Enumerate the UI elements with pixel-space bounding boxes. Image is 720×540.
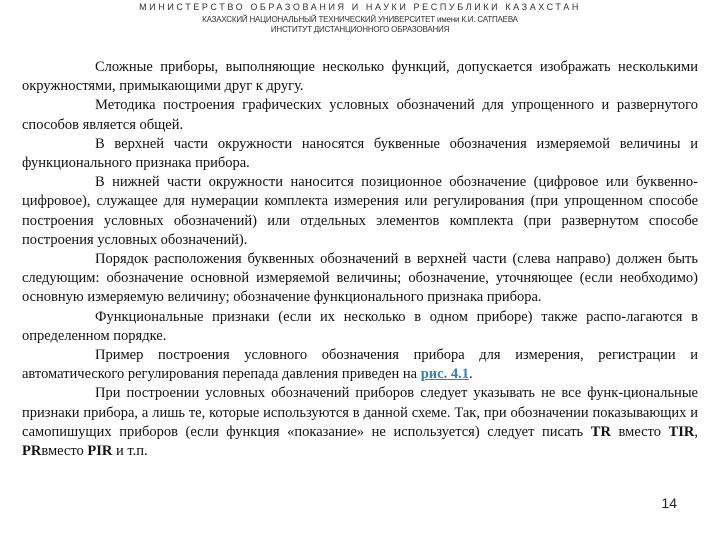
example-paragraph [22,346,698,384]
code-tir: TIR [668,423,695,440]
comma-text: , [694,423,698,440]
document-body [22,58,698,461]
page-number: 14 [661,495,677,511]
paragraph: Методика построения графических условных обозначений для упрощенного и развернутого способов является общей. [22,97,698,133]
university-title: КАЗАХСКИЙ НАЦИОНАЛЬНЫЙ ТЕХНИЧЕСКИЙ УНИВЕРСИТЕТ имени К.И. САТПАЕВА [202,15,518,24]
example-text: Пример построения условного обозначения прибора для измерения, регистрации и автоматического регулирования перепада давления приведен на [22,347,698,383]
last-paragraph [22,384,698,461]
paragraph: Порядок расположения буквенных обозначений в верхней части (слева направо) должен быть следующим: обозначение основной измеряемой величины; обозначение, уточняющее (если необходимо) основную измеряемую величину; обозначение функционального признака прибора. [22,251,698,306]
ministry-title: МИНИСТЕРСТВО ОБРАЗОВАНИЯ И НАУКИ РЕСПУБЛИКИ КАЗАХСТАН [139,2,581,12]
code-tr: TR [590,423,611,440]
paragraph: Функциональные признаки (если их несколько в одном приборе) также распо-лагаются в определенном порядке. [22,308,698,344]
paragraph: В нижней части окружности наносится позиционное обозначение (цифровое или буквенно-цифровое), служащее для нумерации комплекта измерения или регулирования (при упрощенном способе построения условных обозначений) или отдельных элементов комплекта (при развернутом способе построения условных обозначений). [22,174,698,248]
last-end: и т.п. [112,443,148,460]
code-pr: PR [22,443,42,460]
institute-title: ИНСТИТУТ ДИСТАНЦИОННОГО ОБРАЗОВАНИЯ [270,25,450,34]
paragraph: В верхней части окружности наносятся буквенные обозначения измеряемой величины и функционального признака прибора. [22,135,698,172]
figure-link[interactable]: рис. 4.1 [420,366,469,383]
instead-text-2: вместо [41,443,88,460]
paragraph: Сложные приборы, выполняющие несколько функций, допускается изображать несколькими окружностями, примыкающими друг к другу. [22,59,698,95]
last-text: При построении условных обозначений приборов следует указывать не все функ-циональные признаки прибора, а лишь те, которые используются в данной схеме. Так, при обозначении показывающих и самопишущих приборов (если функция «показание» не используется) следует писать [22,385,698,440]
example-end: . [468,366,473,383]
instead-text: вместо [610,423,669,440]
code-pir: PIR [87,443,113,460]
